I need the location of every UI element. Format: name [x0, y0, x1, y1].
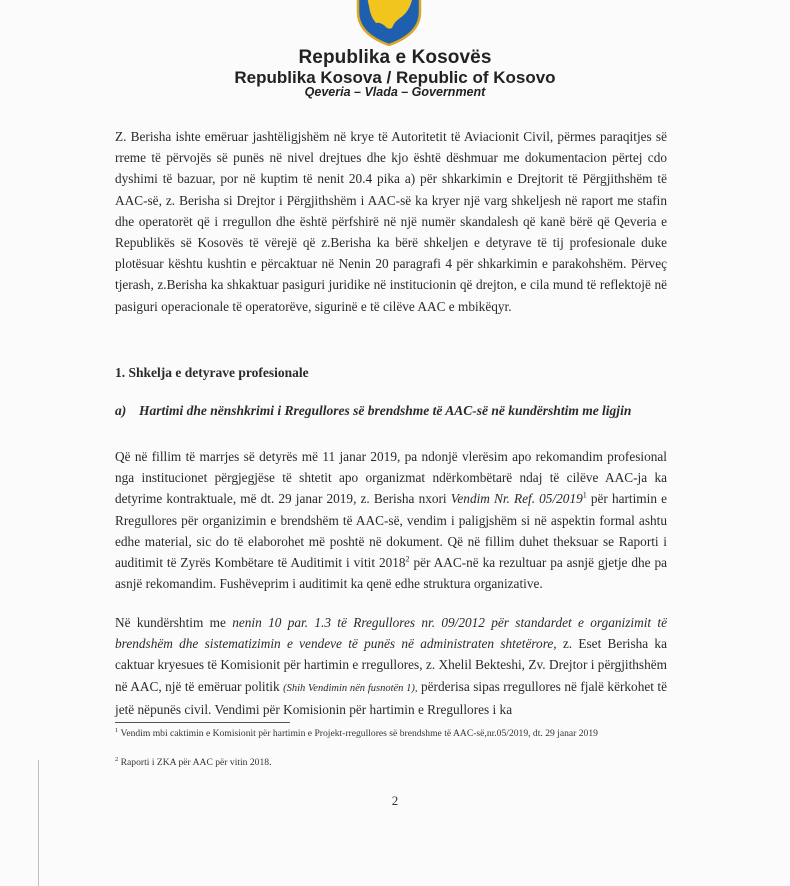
- page-number: 2: [391, 793, 399, 808]
- paragraph-rregullore-decision: [115, 446, 667, 594]
- header-government: Qeveria – Vlada – Government: [304, 85, 486, 99]
- header-republic-serbian-english: Republika Kosova / Republic of Kosovo: [234, 68, 556, 87]
- paragraph3-text-3: përderisa sipas rregullores në fjalë kërkohet të jetë nëpunës civil. Vendimi për Komisionin për hartimin e Rregullores i ka: [115, 678, 667, 717]
- header-republic-albanian: Republika e Kosovës: [298, 47, 492, 68]
- scan-artifact-line: [38, 760, 39, 886]
- footnote-separator: [115, 722, 290, 723]
- footnote-2-text: Raporti i ZKA për AAC për vitin 2018.: [118, 757, 272, 768]
- subsection-label: a): [115, 403, 127, 418]
- footnote-2: [115, 756, 685, 770]
- footnote-1: [115, 727, 685, 741]
- decision-reference: Vendim Nr. Ref. 05/2019: [450, 491, 583, 507]
- paragraph-commission: [115, 612, 667, 720]
- regulation-reference: nenin 10 par. 1.3 të Rregullores nr. 09/2012 për standardet e organizimit të brendshëm dhe sistematizimin e vendeve të punës në administraten shtetërore,: [115, 615, 668, 652]
- footnote-cross-reference: (Shih Vendimin nën fusnotën 1),: [283, 682, 418, 694]
- footnote-mark-1[interactable]: 1: [582, 490, 587, 500]
- intro-paragraph: Z. Berisha ishte emëruar jashtëligjshëm në krye të Autoritetit të Aviacionit Civil, përmes paraqitjes së rreme të përvojës së punës në nivel drejtues dhe kjo është dëshmuar me dokumentacion përtej cdo dyshimi të bazuar, por në kuptim të nenit 20.4 pika a) për shkarkimin e Drejtorit të Përgjithshëm të AAC-së, z. Berisha si Drejtor i Përgjithshëm i AAC-së ka kryer një varg shkeljesh në raport me stafin dhe operatorët që i rregullon dhe është përfshirë në një numër skandalesh që kanë bërë që Qeveria e Republikës së Kosovës të vërejë që z.Berisha ka bërë shkeljen e detyrave të tij profesionale duke plotësuar kështu kushtin e përcaktuar në Nenin 20 paragrafi 4 për shkarkimin e parakohshëm. Përveç tjerash, z.Berisha ka shkaktuar pasiguri juridike në institucionin që drejton, e cila mund të reflektojë në pasiguri operacionale të operatorëve, sigurinë e të cilëve AAC e mbikëqyr.: [115, 129, 667, 314]
- subsection-title: Hartimi dhe nënshkrimi i Rregullores së brendshme të AAC-së në kundërshtim me ligjin: [139, 403, 632, 418]
- paragraph3-text-2: z. Eset Berisha ka caktuar kryesues të Komisionit për hartimin e rregullores, z. Xhelil Bekteshi, Zv. Drejtor i përgjithshëm në AAC, një të emëruar politik: [115, 636, 667, 694]
- subsection-heading: [115, 401, 655, 421]
- paragraph3-text-1: Në kundërshtim me: [115, 615, 233, 630]
- footnote-1-text: Vendim mbi caktimin e Komisionit për hartimin e Projekt-rregullores së brendshme të AAC-së,nr.05/2019, dt. 29 janar 2019: [118, 728, 598, 739]
- footnote-2-mark: 2: [115, 755, 119, 763]
- kosovo-emblem-icon: [354, 0, 424, 46]
- section-title: 1. Shkelja e detyrave profesionale: [115, 365, 309, 380]
- footnote-mark-2[interactable]: 2: [405, 554, 410, 564]
- footnote-1-mark: 1: [115, 726, 119, 734]
- paragraph2-text-1: Që në fillim të marrjes së detyrës më 11 janar 2019, pa ndonjë vlerësim apo rekomandim profesional nga institucionet përgjegjëse të shtetit apo organizmat ndërkombëtarë ndaj të cilëve AAC-ja ka detyrime kontraktuale, më dt. 29 janar 2019, z. Berisha nxori: [115, 449, 667, 507]
- paragraph2-text-2: për hartimin e Rregullores për organizimin e brendshëm të AAC-së, vendim i paligjshëm si në aspektin formal ashtu edhe material, sic do të elaborohet më poshtë në dokument. Që në fillim duhet theksuar se Raporti i auditimit të Zyrës Kombëtare të Auditimit i vitit 2018: [115, 491, 668, 571]
- paragraph2-text-3: për AAC-në ka rezultuar pa asnjë gjetje dhe pa asnjë rekomandim. Fushëveprim i auditimit ka qenë edhe struktura organizative.: [115, 555, 667, 592]
